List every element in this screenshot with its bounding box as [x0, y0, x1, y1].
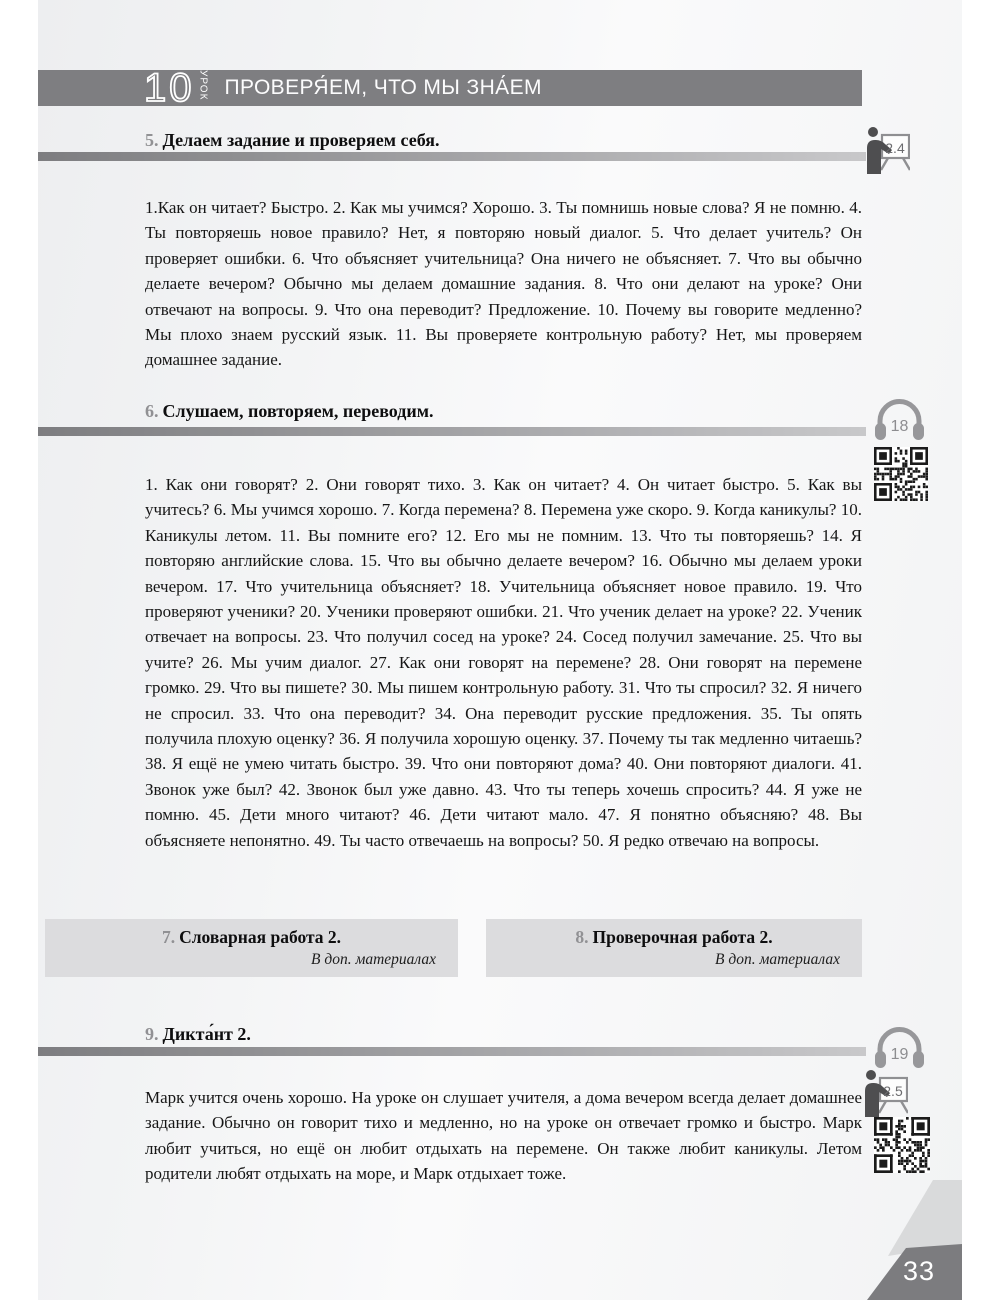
- section-5-title-text: Делаем задание и проверяем себя.: [162, 130, 440, 150]
- headphones-icon: [871, 397, 928, 443]
- section-5-text: 1.Как он читает? Быстро. 2. Как мы учимся? Хорошо. 3. Ты помнишь новые слова? Я не помню. 4. Ты повторяешь новое правило? Нет, я повторяю новый диалог. 5. Что делает учитель? Он проверяет ошибки. 6. Что объясняет учительница? Она ничего не объясняет. 7. Что вы обычно делаете вечером? Обычно мы делаем домашние задания. 8. Что они делают на уроке? Они отвечают на вопросы. 9. Что она переводит? Предложение. 10. Почему вы говорите медленно? Мы плохо знаем русский язык. 11. Вы проверяете контрольную работу? Нет, мы проверяем домашнее задание.: [145, 198, 862, 370]
- lesson-banner: [38, 66, 862, 110]
- corner-decoration: [850, 1180, 962, 1300]
- section-9-text: Марк учится очень хорошо. На уроке он слушает учителя, а дома вечером всегда делает домашнее задание. Обычно он говорит тихо и медленно, но на уроке он отвечает громко и быстро. Марк любит учиться, но ещё он любит отдыхать на перемене. Он также любит каникулы. Летом родители любят отдыхать на море, и Марк отдыхает тоже.: [145, 1088, 862, 1184]
- section-9-number: 9.: [145, 1024, 159, 1044]
- section-6-title-text: Слушаем, повторяем, переводим.: [162, 401, 434, 421]
- presentation-board-icon: [864, 126, 910, 174]
- lesson-word-label: УРОК: [197, 70, 209, 101]
- materials-box-7: [45, 919, 458, 977]
- section-8-number: 8.: [575, 927, 589, 947]
- section-7-number: 7.: [161, 927, 176, 947]
- section-5-divider: [38, 152, 866, 161]
- headphones-icon: [871, 1025, 928, 1071]
- section-5-number: 5.: [145, 130, 159, 150]
- section-9-title-text: Дикта́нт 2.: [162, 1024, 251, 1044]
- qr-code: [874, 1117, 930, 1173]
- audio-track-number: 19: [890, 1046, 909, 1063]
- materials-note: В доп. материалах: [311, 951, 436, 968]
- section-9-title: [145, 1024, 251, 1045]
- section-9-divider: [38, 1047, 866, 1056]
- section-7-title: [45, 919, 458, 948]
- materials-note: В доп. материалах: [715, 951, 840, 968]
- section-6-number: 6.: [145, 401, 159, 421]
- page-number: 33: [903, 1256, 936, 1286]
- section-7-title-text: Словарная работа 2.: [179, 927, 342, 947]
- presentation-board-icon: [862, 1069, 908, 1117]
- lesson-number: 10: [144, 66, 195, 110]
- section-8-title: [486, 919, 862, 948]
- section-6-text: 1. Как они говорят? 2. Они говорят тихо. 3. Как он читает? 4. Он читает быстро. 5. Как вы учитесь? 6. Мы учимся хорошо. 7. Когда перемена? 8. Перемена уже скоро. 9. Когда каникулы? 10. Каникулы летом. 11. Вы помните его? 12. Его мы не помним. 13. Что ты повторяешь? 14. Я повторяю английские слова. 15. Что вы обычно делаете вечером? 16. Обычно мы делаем уроки вечером. 17. Что учительница объясняет? 18. Учительница объясняет новое правило. 19. Что проверяют ученики? 20. Ученики проверяют ошибки. 21. Что ученик делает на уроке? 22. Ученик отвечает на вопросы. 23. Что получил сосед на уроке? 24. Сосед получил замечание. 25. Что вы учите? 26. Мы учим диалог. 27. Как они говорят на перемене? 28. Они говорят на перемене громко. 29. Что вы пишете? 30. Мы пишем контрольную работу. 31. Что ты спросил? 32. Я ничего не спросил. 33. Что она переводит? 34. Она переводит русские предложения. 35. Ты опять получила плохую оценку? 36. Я получила хорошую оценку. 37. Почему ты так медленно читаешь? 38. Я ещё не умею читать быстро. 39. Что они повторяют дома? 40. Они повторяют диалоги. 41. Звонок уже был? 42. Звонок был уже давно. 43. Что ты теперь хочешь спросить? 44. Я уже не помню. 45. Дети много читают? 46. Дети читают мало. 47. Я понятно объясняю? 48. Вы объясняете непонятно. 49. Ты часто отвечаешь на вопросы? 50. Я редко отвечаю на вопросы.: [145, 475, 862, 850]
- materials-box-8: [486, 919, 862, 977]
- presentation-label: 2.4: [885, 140, 905, 156]
- audio-track-number: 18: [890, 418, 909, 435]
- section-5-title: [145, 130, 440, 151]
- section-6-divider: [38, 427, 866, 436]
- qr-code: [874, 447, 928, 501]
- page-title: ПРОВЕРЯ́ЕМ, ЧТО МЫ ЗНА́ЕМ: [224, 76, 542, 99]
- section-6-title: [145, 401, 434, 422]
- section-8-title-text: Проверочная работа 2.: [592, 927, 773, 947]
- presentation-label: 2.5: [883, 1083, 903, 1099]
